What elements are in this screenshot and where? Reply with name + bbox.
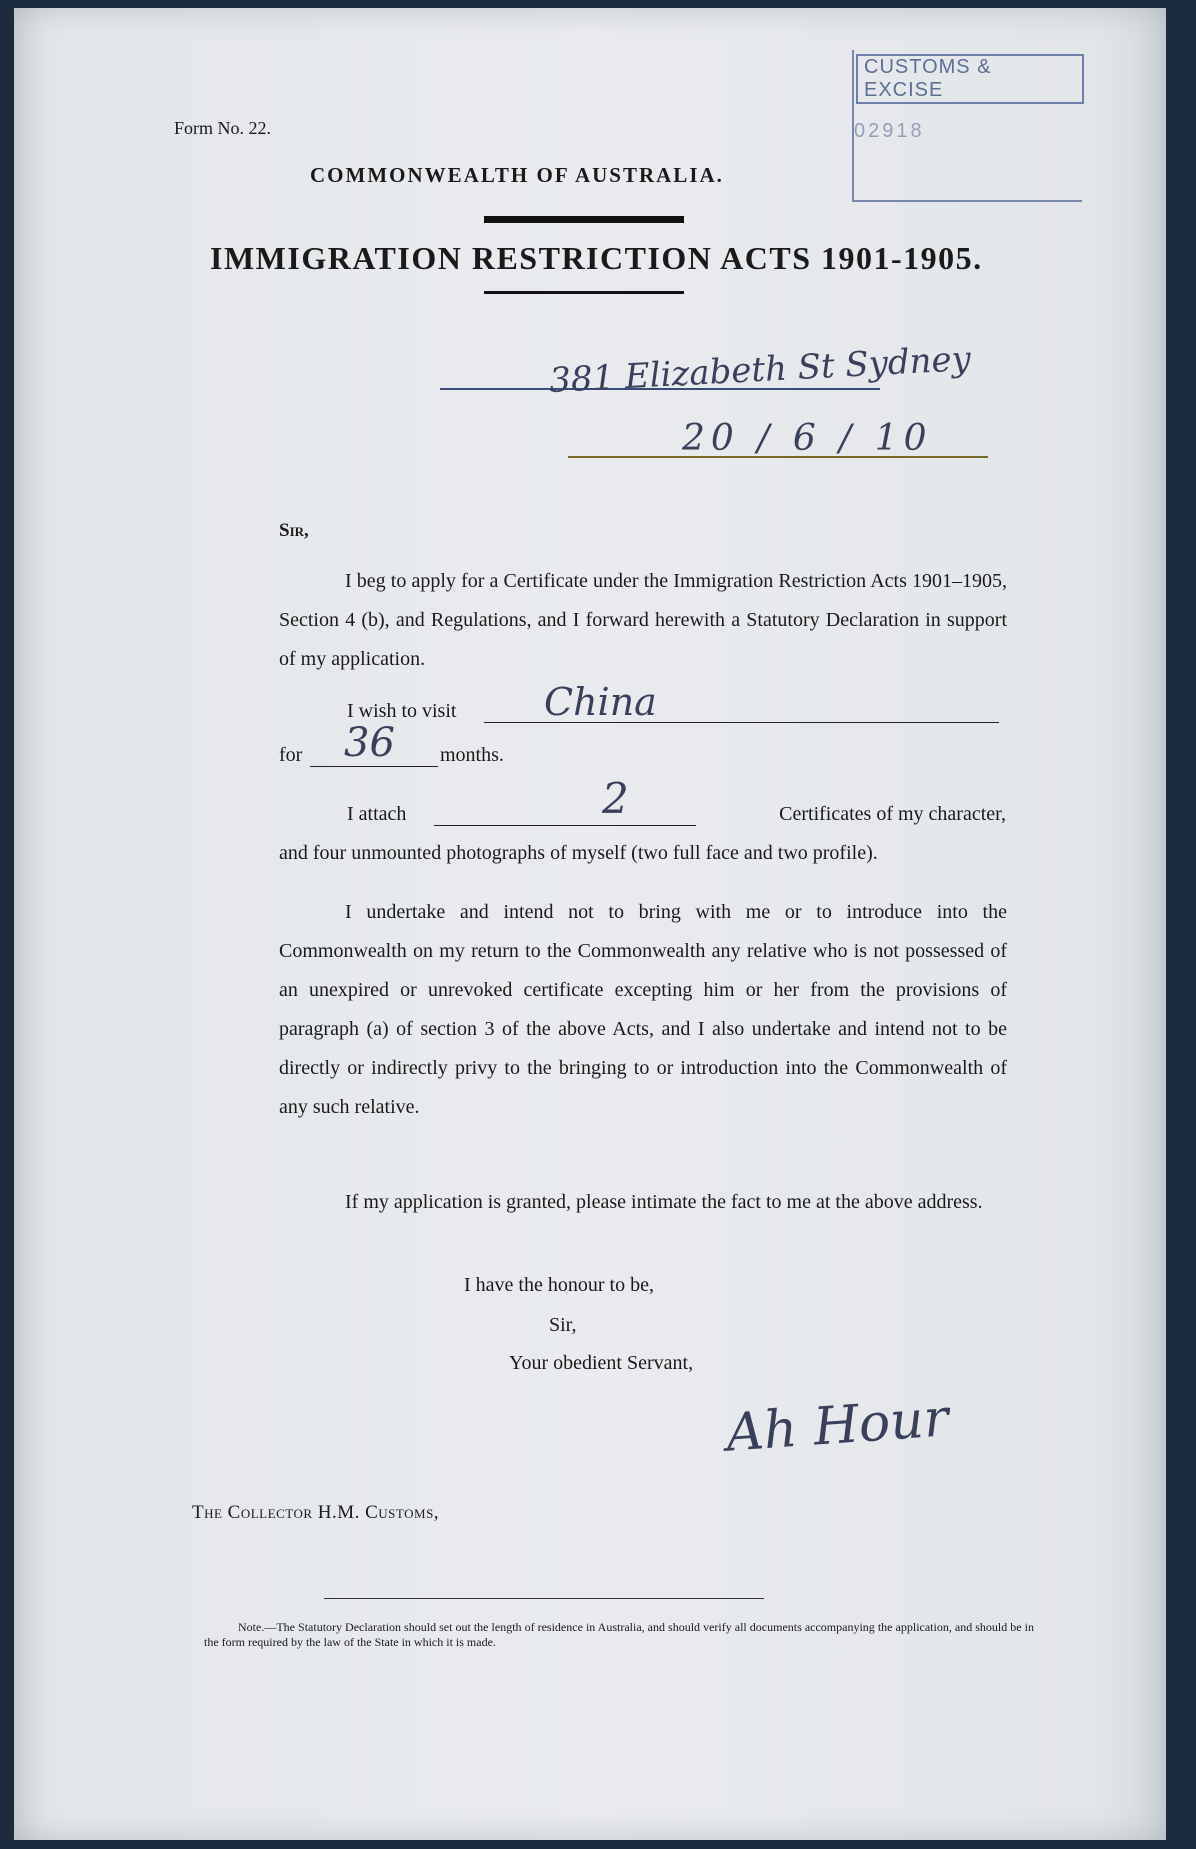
- photographs-text: and four unmounted photographs of myself (two full face and two profile).: [279, 842, 878, 864]
- act-title: IMMIGRATION RESTRICTION ACTS 1901-1905.: [210, 240, 983, 276]
- attach-label: I attach: [347, 803, 407, 825]
- closing-sir: Sir,: [549, 1314, 577, 1336]
- stamp-number: 02918: [854, 120, 925, 142]
- document-page: [14, 8, 1166, 1840]
- certificates-blank-line: [434, 825, 696, 826]
- months-label: months.: [440, 744, 504, 766]
- country-heading: COMMONWEALTH OF AUSTRALIA.: [310, 163, 724, 187]
- paragraph-intimate: If my application is granted, please intimate the fact to me at the above address.: [345, 1191, 983, 1213]
- signature: Ah Hour: [724, 1388, 951, 1464]
- paragraph-undertaking: I undertake and intend not to bring with me or to introduce into the Commonwealth on my return to the Commonwealth any relative who is not possessed of an unexpired or unrevoked certificate excepting him or her from the provisions of paragraph (a) of section 3 of the above Acts, and I also undertake and intend not to be directly or indirectly privy to the bringing to or introduction into the Commonwealth of any such relative.: [279, 901, 1007, 1118]
- handwritten-months: 36: [344, 720, 395, 766]
- for-label: for: [279, 744, 303, 766]
- handwritten-date: 20 / 6 / 10: [682, 418, 933, 459]
- footnote: Note.—The Statutory Declaration should set out the length of residence in Australia, and should verify all documents accompanying the application, and should be in the form required by the law of the State in which it is made.: [204, 1620, 1034, 1649]
- closing-servant: Your obedient Servant,: [509, 1352, 694, 1374]
- handwritten-destination: China: [544, 680, 657, 724]
- closing-honour: I have the honour to be,: [464, 1274, 654, 1296]
- paragraph-application: I beg to apply for a Certificate under the Immigration Restriction Acts 1901–1905, Section 4 (b), and Regulations, and I forward herewith a Statutory Declaration in support of my application.: [279, 570, 1007, 670]
- addressee: The Collector H.M. Customs,: [192, 1502, 440, 1523]
- form-number: Form No. 22.: [174, 118, 272, 138]
- note-rule: [324, 1598, 764, 1599]
- salutation: Sir,: [279, 520, 309, 541]
- title-rule-bottom: [484, 291, 684, 294]
- months-blank-line: [310, 766, 438, 767]
- handwritten-certificates-count: 2: [602, 774, 629, 823]
- certificates-label: Certificates of my character,: [779, 803, 1006, 825]
- visit-label: I wish to visit: [347, 700, 457, 722]
- stamp-label: CUSTOMS & EXCISE: [856, 54, 1084, 104]
- handwritten-address: 381 Elizabeth St Sydney: [548, 338, 972, 402]
- customs-stamp: [834, 50, 1084, 205]
- title-rule-top: [484, 216, 684, 223]
